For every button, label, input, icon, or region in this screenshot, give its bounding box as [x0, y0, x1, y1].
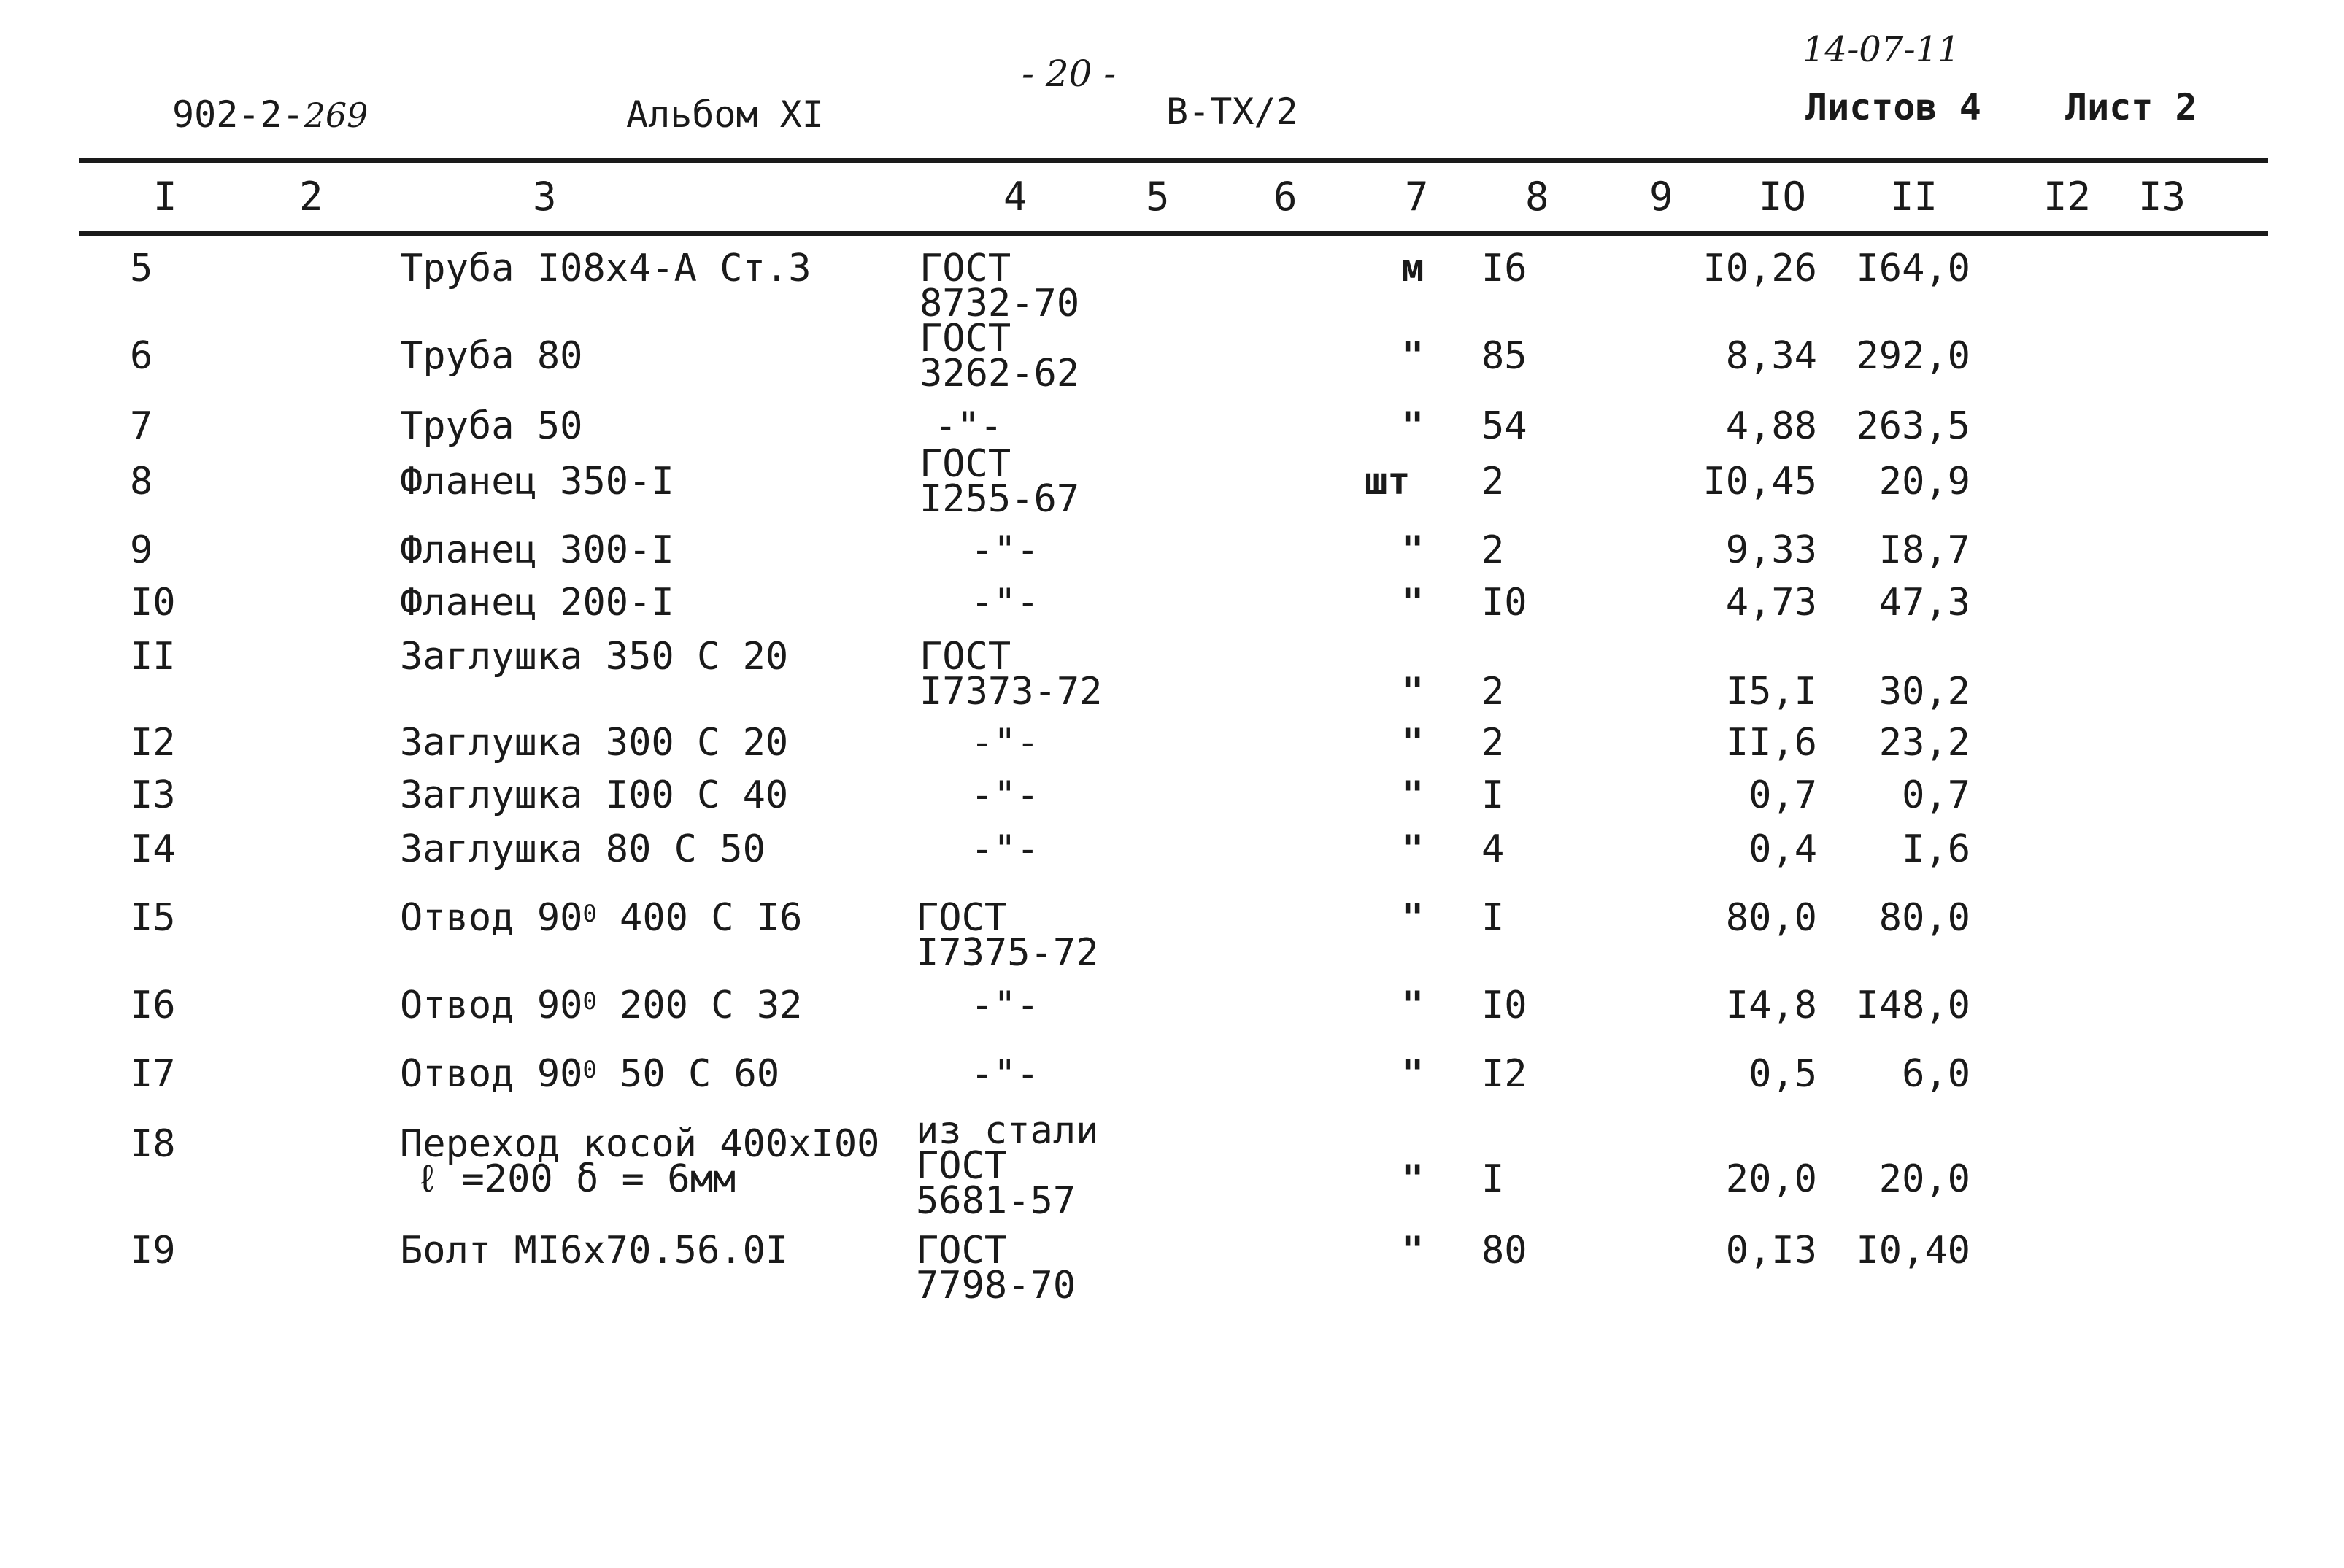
item-name-part: Отвод 90	[400, 896, 583, 940]
unit-mass: 9,33	[1725, 528, 1817, 572]
column-number: II	[1890, 174, 1938, 220]
unit: "	[1401, 1157, 1424, 1201]
unit-mass: 0,I3	[1725, 1229, 1817, 1272]
unit: "	[1401, 581, 1424, 625]
item-name: Заглушка 80 С 50	[400, 827, 766, 871]
item-name: Переход косой 400xI00	[400, 1122, 880, 1166]
column-number: 8	[1525, 174, 1549, 220]
unit-mass: I4,8	[1725, 984, 1817, 1027]
column-number: I3	[2138, 174, 2186, 220]
column-number: 7	[1405, 174, 1429, 220]
item-name	[400, 896, 803, 940]
item-name: Заглушка 350 С 20	[400, 635, 789, 679]
unit: "	[1401, 334, 1424, 378]
unit-mass: 4,73	[1725, 581, 1817, 625]
quantity: I0	[1481, 984, 1527, 1027]
unit: "	[1401, 670, 1424, 714]
unit-mass: I0,26	[1703, 247, 1817, 290]
item-name: Труба 80	[400, 334, 583, 378]
row-number: I2	[130, 721, 176, 765]
unit: "	[1401, 1229, 1424, 1272]
item-name: Заглушка I00 С 40	[400, 773, 789, 817]
degree-superscript: 0	[582, 987, 597, 1015]
unit: "	[1401, 721, 1424, 765]
column-number: 9	[1649, 174, 1673, 220]
quantity: I	[1481, 896, 1505, 940]
total-mass: I64,0	[1856, 247, 1970, 290]
row-number: 9	[130, 528, 153, 572]
item-name: Труба 50	[400, 404, 583, 448]
quantity: 85	[1481, 334, 1527, 378]
degree-superscript: 0	[582, 1056, 597, 1084]
column-number: 2	[299, 174, 323, 220]
item-name-part: 50 С 60	[596, 1052, 780, 1096]
item-name-part: Отвод 90	[400, 984, 583, 1027]
quantity: 2	[1481, 528, 1505, 572]
total-mass: 30,2	[1878, 670, 1970, 714]
total-mass: I,6	[1902, 827, 1970, 871]
item-name-part: 400 С I6	[596, 896, 803, 940]
unit-mass: 0,5	[1749, 1052, 1817, 1096]
row-number: I4	[130, 827, 176, 871]
row-number: 5	[130, 247, 153, 290]
row-number: 8	[130, 460, 153, 503]
document-code	[172, 93, 368, 136]
gost-reference: ГОСТ	[920, 442, 1011, 486]
column-number: 3	[533, 174, 557, 220]
row-number: I9	[130, 1229, 176, 1272]
gost-reference: 8732-70	[920, 282, 1080, 325]
section-code: В-ТХ/2	[1166, 90, 1298, 133]
unit: "	[1401, 984, 1424, 1027]
unit-mass: 20,0	[1725, 1157, 1817, 1201]
gost-reference: -"-	[971, 528, 1039, 572]
gost-reference: I7375-72	[916, 931, 1099, 975]
row-number: 6	[130, 334, 153, 378]
gost-reference: 5681-57	[916, 1179, 1076, 1223]
document-code-prefix: 902-2-	[172, 93, 304, 136]
degree-superscript: 0	[582, 900, 597, 927]
row-number: I0	[130, 581, 176, 625]
unit-mass: 4,88	[1725, 404, 1817, 448]
item-name: Фланец 300-I	[400, 528, 674, 572]
item-name-part: Отвод 90	[400, 1052, 583, 1096]
album-label: Альбом XI	[626, 93, 824, 136]
total-mass: 263,5	[1856, 404, 1970, 448]
total-mass: 20,9	[1878, 460, 1970, 503]
unit: "	[1401, 528, 1424, 572]
quantity: I2	[1481, 1052, 1527, 1096]
gost-reference: ГОСТ	[916, 1229, 1008, 1272]
unit-mass: I0,45	[1703, 460, 1817, 503]
total-mass: 6,0	[1902, 1052, 1970, 1096]
unit-mass: I5,I	[1725, 670, 1817, 714]
column-number: 4	[1003, 174, 1028, 220]
document-code-handwritten: 269	[304, 96, 369, 135]
gost-reference: ГОСТ	[920, 317, 1011, 360]
unit: шт	[1365, 460, 1411, 503]
total-mass: I0,40	[1856, 1229, 1970, 1272]
gost-reference: 3262-62	[920, 352, 1080, 395]
gost-reference: из стали	[916, 1109, 1099, 1153]
gost-reference: ГОСТ	[920, 635, 1011, 679]
quantity: I	[1481, 773, 1505, 817]
total-mass: 20,0	[1878, 1157, 1970, 1201]
total-mass: 47,3	[1878, 581, 1970, 625]
column-number: 6	[1273, 174, 1298, 220]
gost-reference: -"-	[934, 404, 1003, 448]
column-number: I2	[2043, 174, 2092, 220]
quantity: 54	[1481, 404, 1527, 448]
total-mass: 292,0	[1856, 334, 1970, 378]
item-name: Заглушка 300 С 20	[400, 721, 789, 765]
item-name: Фланец 350-I	[400, 460, 674, 503]
unit-mass: 0,4	[1749, 827, 1817, 871]
unit-mass: 0,7	[1749, 773, 1817, 817]
column-number: 5	[1146, 174, 1170, 220]
column-number: I	[153, 174, 177, 220]
row-number: I8	[130, 1122, 176, 1166]
unit: "	[1401, 1052, 1424, 1096]
quantity: I6	[1481, 247, 1527, 290]
gost-reference: I255-67	[920, 477, 1080, 521]
item-name: Болт MI6x70.56.0I	[400, 1229, 789, 1272]
total-mass: 80,0	[1878, 896, 1970, 940]
unit-mass: 8,34	[1725, 334, 1817, 378]
row-number: I5	[130, 896, 176, 940]
total-mass: 0,7	[1902, 773, 1970, 817]
total-mass: I48,0	[1856, 984, 1970, 1027]
unit: м	[1401, 247, 1424, 290]
column-number: IO	[1759, 174, 1807, 220]
page-number: - 20 -	[1022, 53, 1117, 95]
gost-reference: I7373-72	[920, 670, 1103, 714]
quantity: 2	[1481, 670, 1505, 714]
sheets-total: Листов 4	[1805, 86, 1981, 128]
sheet-number: Лист 2	[2065, 86, 2197, 128]
row-number: I6	[130, 984, 176, 1027]
quantity: I	[1481, 1157, 1505, 1201]
unit-mass: II,6	[1725, 721, 1817, 765]
gost-reference: 7798-70	[916, 1264, 1076, 1308]
row-number: I3	[130, 773, 176, 817]
unit: "	[1401, 773, 1424, 817]
item-name	[400, 1052, 780, 1096]
item-name: Труба I08x4-А Ст.3	[400, 247, 811, 290]
unit-mass: 80,0	[1725, 896, 1817, 940]
gost-reference: -"-	[971, 827, 1039, 871]
header-rule-top	[79, 158, 2268, 163]
quantity: 2	[1481, 721, 1505, 765]
gost-reference: -"-	[971, 721, 1039, 765]
item-name-detail: ℓ =200 δ = 6мм	[416, 1157, 736, 1201]
quantity: 80	[1481, 1229, 1527, 1272]
unit: "	[1401, 896, 1424, 940]
gost-reference: -"-	[971, 1052, 1039, 1096]
unit: "	[1401, 404, 1424, 448]
gost-reference: -"-	[971, 773, 1039, 817]
quantity: 2	[1481, 460, 1505, 503]
item-name-part: 200 С 32	[596, 984, 803, 1027]
total-mass: 23,2	[1878, 721, 1970, 765]
item-name	[400, 984, 803, 1027]
quantity: 4	[1481, 827, 1505, 871]
gost-reference: ГОСТ	[920, 247, 1011, 290]
gost-reference: ГОСТ	[916, 896, 1008, 940]
header-rule-bottom	[79, 231, 2268, 236]
row-number: II	[130, 635, 176, 679]
handwritten-code: 14-07-11	[1803, 29, 1960, 70]
row-number: I7	[130, 1052, 176, 1096]
total-mass: I8,7	[1878, 528, 1970, 572]
gost-reference: ГОСТ	[916, 1144, 1008, 1188]
quantity: I0	[1481, 581, 1527, 625]
gost-reference: -"-	[971, 984, 1039, 1027]
item-name: Фланец 200-I	[400, 581, 674, 625]
unit: "	[1401, 827, 1424, 871]
row-number: 7	[130, 404, 153, 448]
gost-reference: -"-	[971, 581, 1039, 625]
